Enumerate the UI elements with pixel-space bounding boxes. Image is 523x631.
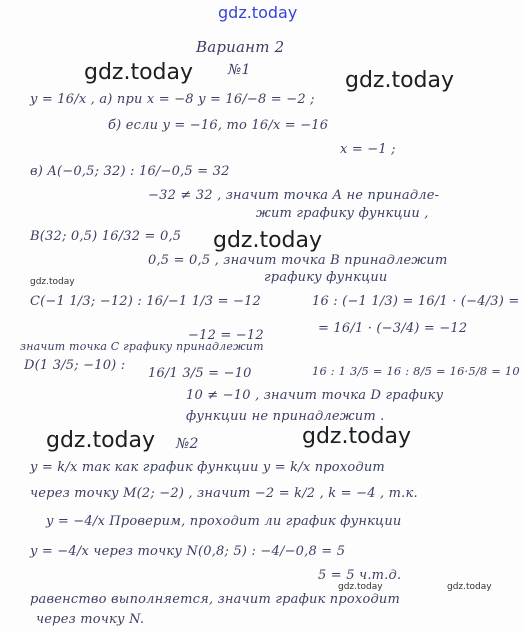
watermark-large-5: gdz.today (302, 424, 412, 449)
line-23: y = −4/x Проверим, проходит ли график функции (46, 514, 402, 529)
line-12: = 16/1 · (−3/4) = −12 (318, 321, 468, 336)
line-7: B(32; 0,5) 16/32 = 0,5 (30, 229, 182, 244)
variant-title: Вариант 2 (196, 38, 285, 56)
watermark-top: gdz.today (218, 3, 298, 22)
line-4: в) A(−0,5; 32) : 16/−0,5 = 32 (30, 164, 230, 179)
problem-2-label: №2 (176, 436, 199, 452)
line-6: жит графику функции , (256, 206, 429, 221)
problem-1-label: №1 (228, 62, 251, 78)
line-27: через точку N. (36, 612, 145, 627)
watermark-large-1: gdz.today (84, 60, 194, 85)
watermark-small-3: gdz.today (447, 582, 492, 592)
line-15: D(1 3/5; −10) : (24, 358, 126, 373)
line-21: y = k/x так как график функции y = k/x проходит (30, 460, 385, 475)
line-25: 5 = 5 ч.т.д. (318, 568, 402, 583)
line-18: 10 ≠ −10 , значит точка D графику (186, 388, 444, 403)
line-3: x = −1 ; (340, 142, 396, 157)
line-1: y = 16/x , а) при x = −8 y = 16/−8 = −2 ; (30, 92, 315, 107)
line-19: функции не принадлежит . (186, 409, 385, 424)
line-2: б) если y = −16, то 16/x = −16 (108, 118, 329, 133)
line-11: 16 : (−1 1/3) = 16/1 · (−4/3) = (312, 294, 520, 309)
line-26: равенство выполняется, значит график проходит (30, 592, 401, 607)
line-16: 16/1 3/5 = −10 (148, 366, 252, 381)
line-8: 0,5 = 0,5 , значит точка B принадлежит (148, 253, 448, 268)
line-14: значит точка C графику принадлежит (20, 340, 264, 353)
line-17: 16 : 1 3/5 = 16 : 8/5 = 16·5/8 = 10 (312, 364, 520, 378)
watermark-large-3: gdz.today (213, 228, 323, 253)
watermark-large-2: gdz.today (345, 68, 455, 93)
watermark-small-1: gdz.today (30, 277, 75, 287)
line-9: графику функции (264, 270, 388, 285)
line-24: y = −4/x через точку N(0,8; 5) : −4/−0,8 = 5 (30, 544, 346, 559)
watermark-small-2: gdz.today (338, 582, 383, 592)
line-13: −12 = −12 (188, 328, 264, 343)
line-5: −32 ≠ 32 , значит точка A не принадле- (148, 188, 440, 203)
line-10: C(−1 1/3; −12) : 16/−1 1/3 = −12 (30, 294, 262, 309)
line-22: через точку M(2; −2) , значит −2 = k/2 , k = −4 , т.к. (30, 486, 418, 501)
watermark-large-4: gdz.today (46, 428, 156, 453)
